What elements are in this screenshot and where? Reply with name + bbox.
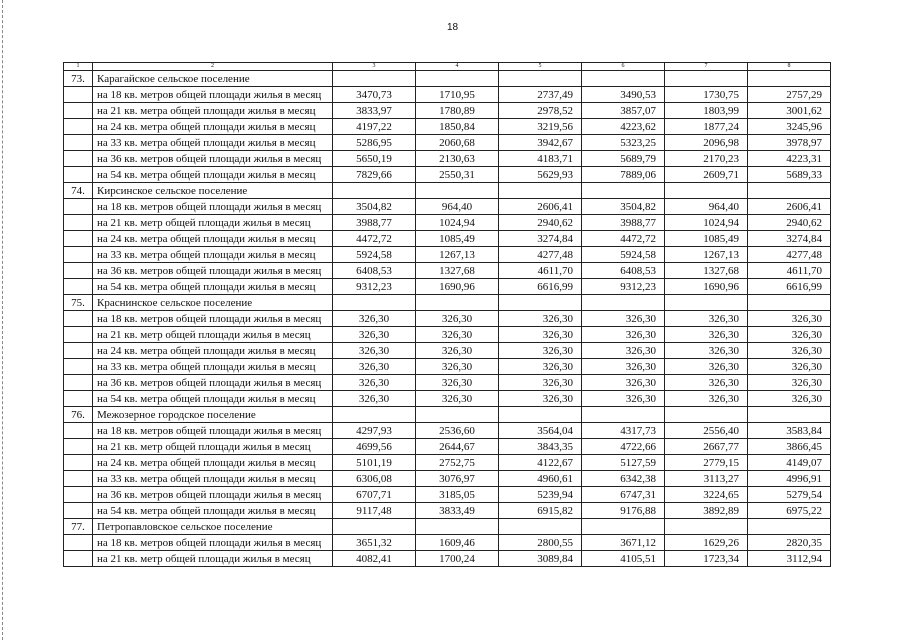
value-cell: 5239,94 bbox=[499, 487, 582, 503]
value-cell: 9312,23 bbox=[333, 279, 416, 295]
empty-cell bbox=[64, 455, 93, 471]
value-cell: 2757,29 bbox=[748, 87, 831, 103]
row-label: на 18 кв. метров общей площади жилья в месяц bbox=[93, 311, 333, 327]
empty-cell bbox=[64, 359, 93, 375]
value-cell: 326,30 bbox=[499, 359, 582, 375]
empty-cell bbox=[64, 279, 93, 295]
value-cell: 1024,94 bbox=[665, 215, 748, 231]
column-number: 1 bbox=[64, 63, 93, 71]
empty-cell bbox=[333, 295, 416, 311]
row-label: на 33 кв. метра общей площади жилья в месяц bbox=[93, 135, 333, 151]
section-name: Межозерное городское поселение bbox=[93, 407, 333, 423]
empty-cell bbox=[64, 199, 93, 215]
value-cell: 2060,68 bbox=[416, 135, 499, 151]
empty-cell bbox=[64, 327, 93, 343]
value-cell: 1629,26 bbox=[665, 535, 748, 551]
row-label: на 18 кв. метров общей площади жилья в месяц bbox=[93, 423, 333, 439]
value-cell: 1267,13 bbox=[665, 247, 748, 263]
value-cell: 2978,52 bbox=[499, 103, 582, 119]
value-cell: 3185,05 bbox=[416, 487, 499, 503]
table-row bbox=[64, 471, 831, 487]
empty-cell bbox=[64, 311, 93, 327]
value-cell: 2556,40 bbox=[665, 423, 748, 439]
row-label: на 36 кв. метров общей площади жилья в месяц bbox=[93, 263, 333, 279]
value-cell: 1690,96 bbox=[665, 279, 748, 295]
empty-cell bbox=[499, 183, 582, 199]
value-cell: 6342,38 bbox=[582, 471, 665, 487]
table-row bbox=[64, 311, 831, 327]
value-cell: 7889,06 bbox=[582, 167, 665, 183]
value-cell: 3504,82 bbox=[582, 199, 665, 215]
empty-cell bbox=[64, 535, 93, 551]
value-cell: 6616,99 bbox=[499, 279, 582, 295]
empty-cell bbox=[665, 71, 748, 87]
value-cell: 3089,84 bbox=[499, 551, 582, 567]
value-cell: 4082,41 bbox=[333, 551, 416, 567]
value-cell: 2940,62 bbox=[748, 215, 831, 231]
value-cell: 2550,31 bbox=[416, 167, 499, 183]
value-cell: 326,30 bbox=[499, 343, 582, 359]
value-cell: 326,30 bbox=[333, 311, 416, 327]
value-cell: 964,40 bbox=[416, 199, 499, 215]
table-row bbox=[64, 119, 831, 135]
section-number: 76. bbox=[64, 407, 93, 423]
value-cell: 1723,34 bbox=[665, 551, 748, 567]
row-label: на 21 кв. метр общей площади жилья в месяц bbox=[93, 439, 333, 455]
table-row bbox=[64, 87, 831, 103]
row-label: на 33 кв. метра общей площади жилья в месяц bbox=[93, 471, 333, 487]
empty-cell bbox=[499, 407, 582, 423]
value-cell: 1780,89 bbox=[416, 103, 499, 119]
empty-cell bbox=[582, 295, 665, 311]
value-cell: 3833,49 bbox=[416, 503, 499, 519]
empty-cell bbox=[64, 231, 93, 247]
value-cell: 326,30 bbox=[416, 375, 499, 391]
value-cell: 4105,51 bbox=[582, 551, 665, 567]
value-cell: 326,30 bbox=[582, 327, 665, 343]
value-cell: 326,30 bbox=[748, 375, 831, 391]
value-cell: 2940,62 bbox=[499, 215, 582, 231]
value-cell: 4277,48 bbox=[499, 247, 582, 263]
value-cell: 3076,97 bbox=[416, 471, 499, 487]
value-cell: 2606,41 bbox=[748, 199, 831, 215]
table-row bbox=[64, 263, 831, 279]
column-number: 4 bbox=[416, 63, 499, 71]
empty-cell bbox=[64, 167, 93, 183]
value-cell: 1700,24 bbox=[416, 551, 499, 567]
table-row bbox=[64, 135, 831, 151]
table-row bbox=[64, 391, 831, 407]
empty-cell bbox=[64, 343, 93, 359]
row-label: на 36 кв. метров общей площади жилья в месяц bbox=[93, 151, 333, 167]
value-cell: 3274,84 bbox=[748, 231, 831, 247]
value-cell: 326,30 bbox=[582, 359, 665, 375]
empty-cell bbox=[665, 295, 748, 311]
value-cell: 326,30 bbox=[748, 391, 831, 407]
value-cell: 4699,56 bbox=[333, 439, 416, 455]
value-cell: 4996,91 bbox=[748, 471, 831, 487]
value-cell: 4223,31 bbox=[748, 151, 831, 167]
value-cell: 3224,65 bbox=[665, 487, 748, 503]
empty-cell bbox=[499, 295, 582, 311]
value-cell: 2170,23 bbox=[665, 151, 748, 167]
empty-cell bbox=[416, 295, 499, 311]
section-number: 77. bbox=[64, 519, 93, 535]
empty-cell bbox=[499, 519, 582, 535]
section-row bbox=[64, 407, 831, 423]
value-cell: 1609,46 bbox=[416, 535, 499, 551]
table-row bbox=[64, 199, 831, 215]
empty-cell bbox=[665, 519, 748, 535]
value-cell: 326,30 bbox=[665, 391, 748, 407]
value-cell: 4472,72 bbox=[582, 231, 665, 247]
row-label: на 54 кв. метра общей площади жилья в месяц bbox=[93, 391, 333, 407]
value-cell: 3857,07 bbox=[582, 103, 665, 119]
value-cell: 4297,93 bbox=[333, 423, 416, 439]
value-cell: 1877,24 bbox=[665, 119, 748, 135]
value-cell: 2752,75 bbox=[416, 455, 499, 471]
value-cell: 7829,66 bbox=[333, 167, 416, 183]
value-cell: 5127,59 bbox=[582, 455, 665, 471]
value-cell: 326,30 bbox=[665, 343, 748, 359]
value-cell: 6306,08 bbox=[333, 471, 416, 487]
value-cell: 9176,88 bbox=[582, 503, 665, 519]
row-label: на 21 кв. метр общей площади жилья в месяц bbox=[93, 215, 333, 231]
value-cell: 4197,22 bbox=[333, 119, 416, 135]
section-name: Петропавловское сельское поселение bbox=[93, 519, 333, 535]
value-cell: 2609,71 bbox=[665, 167, 748, 183]
value-cell: 3866,45 bbox=[748, 439, 831, 455]
tariff-table bbox=[63, 62, 831, 567]
column-number-row bbox=[64, 63, 831, 71]
empty-cell bbox=[748, 295, 831, 311]
table-row bbox=[64, 535, 831, 551]
value-cell: 2737,49 bbox=[499, 87, 582, 103]
value-cell: 6747,31 bbox=[582, 487, 665, 503]
value-cell: 3583,84 bbox=[748, 423, 831, 439]
value-cell: 1710,95 bbox=[416, 87, 499, 103]
empty-cell bbox=[64, 103, 93, 119]
row-label: на 21 кв. метр общей площади жилья в месяц bbox=[93, 327, 333, 343]
column-number: 8 bbox=[748, 63, 831, 71]
value-cell: 4611,70 bbox=[499, 263, 582, 279]
value-cell: 1327,68 bbox=[665, 263, 748, 279]
value-cell: 1085,49 bbox=[665, 231, 748, 247]
table-row bbox=[64, 487, 831, 503]
table-row bbox=[64, 167, 831, 183]
value-cell: 2779,15 bbox=[665, 455, 748, 471]
empty-cell bbox=[333, 407, 416, 423]
empty-cell bbox=[64, 391, 93, 407]
table-row bbox=[64, 151, 831, 167]
empty-cell bbox=[416, 407, 499, 423]
value-cell: 326,30 bbox=[416, 359, 499, 375]
value-cell: 1267,13 bbox=[416, 247, 499, 263]
column-number: 7 bbox=[665, 63, 748, 71]
value-cell: 3504,82 bbox=[333, 199, 416, 215]
row-label: на 18 кв. метров общей площади жилья в месяц bbox=[93, 535, 333, 551]
empty-cell bbox=[64, 215, 93, 231]
row-label: на 36 кв. метров общей площади жилья в месяц bbox=[93, 375, 333, 391]
value-cell: 326,30 bbox=[333, 359, 416, 375]
value-cell: 1024,94 bbox=[416, 215, 499, 231]
empty-cell bbox=[416, 71, 499, 87]
value-cell: 326,30 bbox=[748, 343, 831, 359]
row-label: на 21 кв. метра общей площади жилья в месяц bbox=[93, 103, 333, 119]
value-cell: 6408,53 bbox=[582, 263, 665, 279]
value-cell: 6616,99 bbox=[748, 279, 831, 295]
row-label: на 54 кв. метра общей площади жилья в месяц bbox=[93, 503, 333, 519]
value-cell: 326,30 bbox=[333, 327, 416, 343]
empty-cell bbox=[748, 183, 831, 199]
value-cell: 964,40 bbox=[665, 199, 748, 215]
value-cell: 4611,70 bbox=[748, 263, 831, 279]
value-cell: 3470,73 bbox=[333, 87, 416, 103]
empty-cell bbox=[64, 247, 93, 263]
empty-cell bbox=[64, 135, 93, 151]
value-cell: 2130,63 bbox=[416, 151, 499, 167]
section-row bbox=[64, 295, 831, 311]
section-row bbox=[64, 183, 831, 199]
table-body bbox=[64, 71, 831, 567]
empty-cell bbox=[64, 423, 93, 439]
value-cell: 3988,77 bbox=[333, 215, 416, 231]
value-cell: 3490,53 bbox=[582, 87, 665, 103]
empty-cell bbox=[64, 471, 93, 487]
table-row bbox=[64, 455, 831, 471]
row-label: на 33 кв. метра общей площади жилья в месяц bbox=[93, 247, 333, 263]
section-number: 73. bbox=[64, 71, 93, 87]
value-cell: 3274,84 bbox=[499, 231, 582, 247]
column-number: 2 bbox=[93, 63, 333, 71]
column-number: 5 bbox=[499, 63, 582, 71]
value-cell: 326,30 bbox=[665, 311, 748, 327]
empty-cell bbox=[64, 551, 93, 567]
value-cell: 3001,62 bbox=[748, 103, 831, 119]
value-cell: 326,30 bbox=[416, 327, 499, 343]
value-cell: 5286,95 bbox=[333, 135, 416, 151]
table-row bbox=[64, 551, 831, 567]
row-label: на 24 кв. метра общей площади жилья в месяц bbox=[93, 455, 333, 471]
value-cell: 4223,62 bbox=[582, 119, 665, 135]
value-cell: 3245,96 bbox=[748, 119, 831, 135]
empty-cell bbox=[64, 439, 93, 455]
value-cell: 6707,71 bbox=[333, 487, 416, 503]
value-cell: 5924,58 bbox=[582, 247, 665, 263]
page-number: 18 bbox=[446, 22, 459, 33]
table-row bbox=[64, 103, 831, 119]
value-cell: 326,30 bbox=[499, 327, 582, 343]
value-cell: 3564,04 bbox=[499, 423, 582, 439]
value-cell: 3219,56 bbox=[499, 119, 582, 135]
row-label: на 18 кв. метров общей площади жилья в месяц bbox=[93, 199, 333, 215]
value-cell: 4960,61 bbox=[499, 471, 582, 487]
value-cell: 326,30 bbox=[748, 359, 831, 375]
value-cell: 4472,72 bbox=[333, 231, 416, 247]
value-cell: 2644,67 bbox=[416, 439, 499, 455]
column-number: 3 bbox=[333, 63, 416, 71]
value-cell: 4183,71 bbox=[499, 151, 582, 167]
value-cell: 326,30 bbox=[416, 311, 499, 327]
value-cell: 3113,27 bbox=[665, 471, 748, 487]
value-cell: 326,30 bbox=[416, 343, 499, 359]
value-cell: 326,30 bbox=[665, 359, 748, 375]
value-cell: 5689,79 bbox=[582, 151, 665, 167]
empty-cell bbox=[748, 71, 831, 87]
section-row bbox=[64, 519, 831, 535]
value-cell: 326,30 bbox=[582, 311, 665, 327]
value-cell: 2820,35 bbox=[748, 535, 831, 551]
section-number: 74. bbox=[64, 183, 93, 199]
value-cell: 2606,41 bbox=[499, 199, 582, 215]
value-cell: 4722,66 bbox=[582, 439, 665, 455]
value-cell: 9117,48 bbox=[333, 503, 416, 519]
value-cell: 2096,98 bbox=[665, 135, 748, 151]
value-cell: 1327,68 bbox=[416, 263, 499, 279]
column-number: 6 bbox=[582, 63, 665, 71]
empty-cell bbox=[499, 71, 582, 87]
table-row bbox=[64, 279, 831, 295]
value-cell: 3651,32 bbox=[333, 535, 416, 551]
empty-cell bbox=[64, 375, 93, 391]
value-cell: 326,30 bbox=[748, 327, 831, 343]
value-cell: 326,30 bbox=[665, 327, 748, 343]
value-cell: 326,30 bbox=[582, 391, 665, 407]
value-cell: 3988,77 bbox=[582, 215, 665, 231]
value-cell: 2536,60 bbox=[416, 423, 499, 439]
empty-cell bbox=[416, 519, 499, 535]
value-cell: 4149,07 bbox=[748, 455, 831, 471]
value-cell: 2800,55 bbox=[499, 535, 582, 551]
value-cell: 1850,84 bbox=[416, 119, 499, 135]
row-label: на 24 кв. метра общей площади жилья в месяц bbox=[93, 119, 333, 135]
value-cell: 5924,58 bbox=[333, 247, 416, 263]
value-cell: 5323,25 bbox=[582, 135, 665, 151]
value-cell: 3833,97 bbox=[333, 103, 416, 119]
row-label: на 21 кв. метр общей площади жилья в месяц bbox=[93, 551, 333, 567]
value-cell: 326,30 bbox=[748, 311, 831, 327]
empty-cell bbox=[582, 519, 665, 535]
value-cell: 326,30 bbox=[499, 391, 582, 407]
value-cell: 3112,94 bbox=[748, 551, 831, 567]
empty-cell bbox=[333, 183, 416, 199]
table-row bbox=[64, 327, 831, 343]
empty-cell bbox=[64, 87, 93, 103]
value-cell: 6408,53 bbox=[333, 263, 416, 279]
section-row bbox=[64, 71, 831, 87]
value-cell: 326,30 bbox=[499, 311, 582, 327]
empty-cell bbox=[64, 503, 93, 519]
row-label: на 24 кв. метра общей площади жилья в месяц bbox=[93, 231, 333, 247]
value-cell: 3843,35 bbox=[499, 439, 582, 455]
value-cell: 4277,48 bbox=[748, 247, 831, 263]
value-cell: 1803,99 bbox=[665, 103, 748, 119]
table-row bbox=[64, 215, 831, 231]
value-cell: 3892,89 bbox=[665, 503, 748, 519]
value-cell: 5279,54 bbox=[748, 487, 831, 503]
row-label: на 24 кв. метра общей площади жилья в месяц bbox=[93, 343, 333, 359]
value-cell: 326,30 bbox=[416, 391, 499, 407]
value-cell: 1730,75 bbox=[665, 87, 748, 103]
row-label: на 54 кв. метра общей площади жилья в месяц bbox=[93, 279, 333, 295]
row-label: на 54 кв. метра общей площади жилья в месяц bbox=[93, 167, 333, 183]
value-cell: 326,30 bbox=[582, 375, 665, 391]
page-edge-rule bbox=[2, 0, 3, 640]
table-row bbox=[64, 231, 831, 247]
value-cell: 3978,97 bbox=[748, 135, 831, 151]
value-cell: 326,30 bbox=[333, 375, 416, 391]
value-cell: 6975,22 bbox=[748, 503, 831, 519]
value-cell: 5629,93 bbox=[499, 167, 582, 183]
table-row bbox=[64, 423, 831, 439]
value-cell: 3671,12 bbox=[582, 535, 665, 551]
empty-cell bbox=[582, 71, 665, 87]
value-cell: 326,30 bbox=[665, 375, 748, 391]
empty-cell bbox=[416, 183, 499, 199]
value-cell: 5101,19 bbox=[333, 455, 416, 471]
empty-cell bbox=[64, 487, 93, 503]
value-cell: 3942,67 bbox=[499, 135, 582, 151]
empty-cell bbox=[665, 407, 748, 423]
empty-cell bbox=[333, 71, 416, 87]
table-row bbox=[64, 503, 831, 519]
value-cell: 2667,77 bbox=[665, 439, 748, 455]
section-name: Краснинское сельское поселение bbox=[93, 295, 333, 311]
value-cell: 326,30 bbox=[582, 343, 665, 359]
empty-cell bbox=[64, 119, 93, 135]
table-row bbox=[64, 359, 831, 375]
empty-cell bbox=[582, 183, 665, 199]
empty-cell bbox=[64, 151, 93, 167]
table-row bbox=[64, 375, 831, 391]
value-cell: 6915,82 bbox=[499, 503, 582, 519]
value-cell: 1690,96 bbox=[416, 279, 499, 295]
value-cell: 5689,33 bbox=[748, 167, 831, 183]
empty-cell bbox=[665, 183, 748, 199]
section-name: Карагайское сельское поселение bbox=[93, 71, 333, 87]
row-label: на 18 кв. метров общей площади жилья в месяц bbox=[93, 87, 333, 103]
empty-cell bbox=[333, 519, 416, 535]
table-row bbox=[64, 247, 831, 263]
value-cell: 9312,23 bbox=[582, 279, 665, 295]
table-row bbox=[64, 343, 831, 359]
value-cell: 4122,67 bbox=[499, 455, 582, 471]
row-label: на 36 кв. метров общей площади жилья в месяц bbox=[93, 487, 333, 503]
row-label: на 33 кв. метра общей площади жилья в месяц bbox=[93, 359, 333, 375]
value-cell: 326,30 bbox=[499, 375, 582, 391]
value-cell: 4317,73 bbox=[582, 423, 665, 439]
value-cell: 1085,49 bbox=[416, 231, 499, 247]
value-cell: 5650,19 bbox=[333, 151, 416, 167]
empty-cell bbox=[748, 519, 831, 535]
empty-cell bbox=[64, 263, 93, 279]
value-cell: 326,30 bbox=[333, 391, 416, 407]
empty-cell bbox=[748, 407, 831, 423]
section-name: Кирсинское сельское поселение bbox=[93, 183, 333, 199]
table-row bbox=[64, 439, 831, 455]
section-number: 75. bbox=[64, 295, 93, 311]
empty-cell bbox=[582, 407, 665, 423]
value-cell: 326,30 bbox=[333, 343, 416, 359]
